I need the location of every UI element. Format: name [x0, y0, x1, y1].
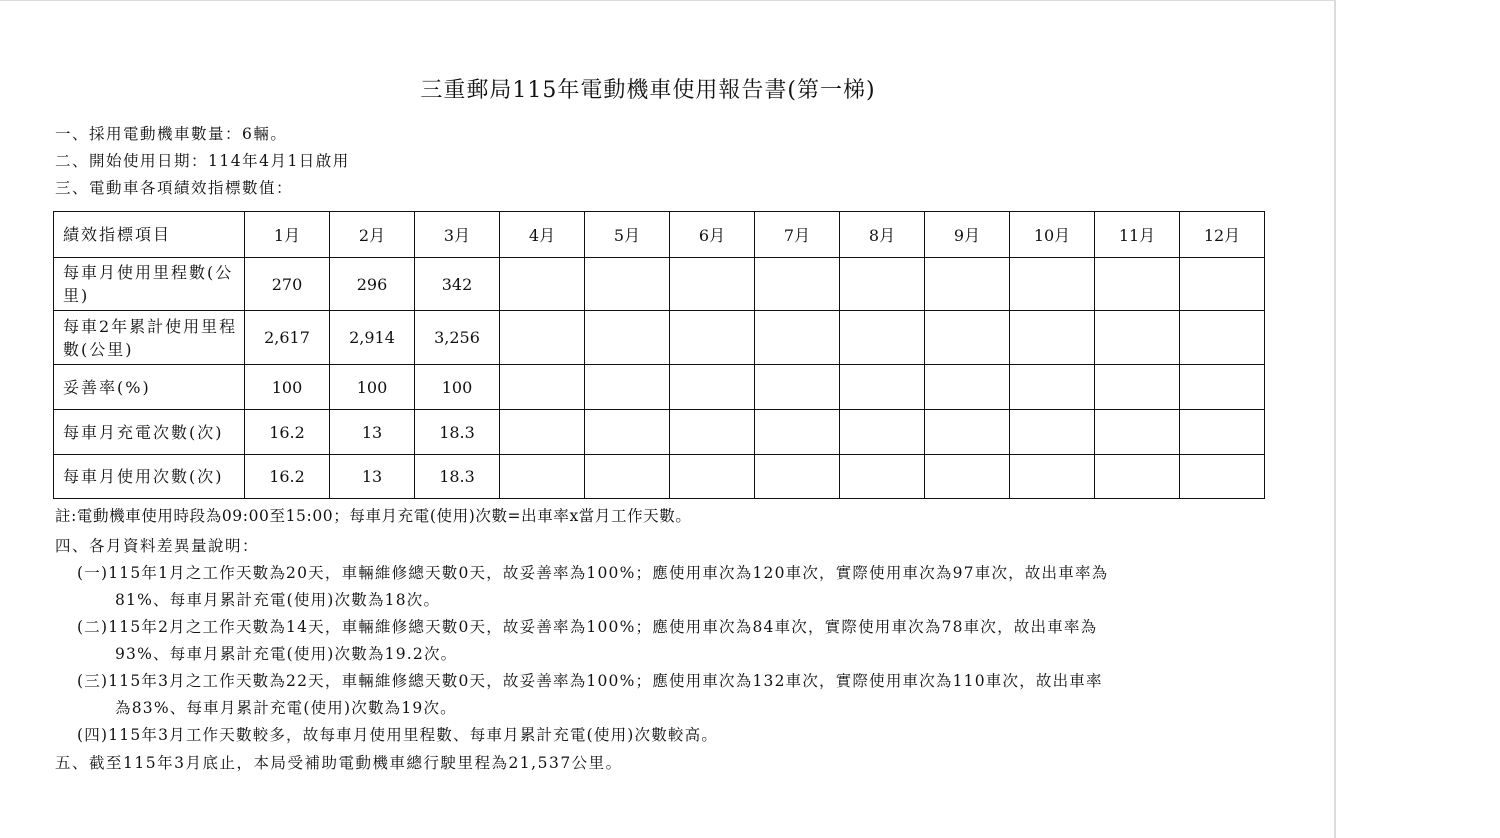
table-cell: [500, 410, 585, 455]
table-cell: 342: [415, 258, 500, 311]
explanation-line: 為83%、每車月累計充電(使用)次數為19次。: [115, 699, 457, 717]
row-label: 每車2年累計使用里程數(公里): [54, 311, 245, 365]
table-cell: [1180, 365, 1265, 410]
header-cell-month: 9月: [925, 212, 1010, 258]
table-cell: [500, 258, 585, 311]
table-cell: [670, 455, 755, 499]
row-label: 每車月使用里程數(公里): [54, 258, 245, 311]
table-cell: [1180, 258, 1265, 311]
kpi-table: [53, 211, 1265, 499]
header-cell-month: 11月: [1095, 212, 1180, 258]
table-cell: 13: [330, 455, 415, 499]
table-cell: 18.3: [415, 410, 500, 455]
table-row: [54, 410, 1265, 455]
table-cell: [1010, 258, 1095, 311]
item-start-date: 二、開始使用日期：114年4月1日啟用: [55, 152, 350, 170]
header-cell-month: 1月: [245, 212, 330, 258]
table-cell: [500, 455, 585, 499]
table-cell: 100: [245, 365, 330, 410]
table-cell: [1180, 410, 1265, 455]
explanation-line: (四)115年3月工作天數較多，故每車月使用里程數、每車月累計充電(使用)次數較高。: [77, 726, 719, 744]
header-cell-month: 6月: [670, 212, 755, 258]
table-cell: 16.2: [245, 455, 330, 499]
table-cell: [755, 258, 840, 311]
table-cell: [840, 455, 925, 499]
table-cell: [755, 311, 840, 365]
item-vehicle-count: 一、採用電動機車數量：6輛。: [55, 125, 288, 143]
header-cell-month: 8月: [840, 212, 925, 258]
document-title: 三重郵局115年電動機車使用報告書(第一梯): [420, 78, 876, 103]
table-cell: [1095, 365, 1180, 410]
explanation-line: (三)115年3月之工作天數為22天，車輛維修總天數0天，故妥善率為100%；應使用車次為132車次，實際使用車次為110車次，故出車率: [77, 672, 1103, 690]
table-cell: 16.2: [245, 410, 330, 455]
table-cell: [670, 311, 755, 365]
table-cell: 13: [330, 410, 415, 455]
table-row: [54, 311, 1265, 365]
row-label: 每車月充電次數(次): [54, 410, 245, 455]
table-cell: 296: [330, 258, 415, 311]
table-cell: [840, 258, 925, 311]
table-row: [54, 365, 1265, 410]
header-cell-month: 4月: [500, 212, 585, 258]
table-cell: [925, 365, 1010, 410]
table-row: [54, 455, 1265, 499]
header-cell-month: 3月: [415, 212, 500, 258]
table-cell: [1095, 410, 1180, 455]
table-cell: 18.3: [415, 455, 500, 499]
table-cell: [1180, 455, 1265, 499]
table-cell: [670, 258, 755, 311]
table-cell: [585, 365, 670, 410]
table-cell: [585, 258, 670, 311]
table-cell: [670, 410, 755, 455]
header-cell-month: 7月: [755, 212, 840, 258]
table-cell: 100: [415, 365, 500, 410]
table-cell: [925, 410, 1010, 455]
table-cell: [755, 365, 840, 410]
table-cell: [670, 365, 755, 410]
explanation-line: (二)115年2月之工作天數為14天，車輛維修總天數0天，故妥善率為100%；應使用車次為84車次，實際使用車次為78車次，故出車率為: [77, 618, 1098, 636]
table-note: 註:電動機車使用時段為09:00至15:00；每車月充電(使用)次數=出車率x當月工作天數。: [55, 507, 692, 525]
table-cell: [1095, 455, 1180, 499]
header-cell-month: 10月: [1010, 212, 1095, 258]
table-cell: [840, 410, 925, 455]
table-cell: [500, 365, 585, 410]
table-cell: 270: [245, 258, 330, 311]
table-cell: [1180, 311, 1265, 365]
table-row: [54, 258, 1265, 311]
table-cell: [840, 365, 925, 410]
table-cell: [1010, 311, 1095, 365]
table-cell: [585, 410, 670, 455]
table-cell: [840, 311, 925, 365]
table-cell: 100: [330, 365, 415, 410]
table-cell: [500, 311, 585, 365]
table-cell: 2,617: [245, 311, 330, 365]
table-cell: 2,914: [330, 311, 415, 365]
table-cell: [755, 455, 840, 499]
explanation-line: 93%、每車月累計充電(使用)次數為19.2次。: [115, 645, 458, 663]
table-cell: 3,256: [415, 311, 500, 365]
header-cell-month: 12月: [1180, 212, 1265, 258]
table-cell: [585, 311, 670, 365]
section-four-heading: 四、各月資料差異量說明：: [55, 537, 260, 555]
table-cell: [925, 258, 1010, 311]
table-cell: [1095, 311, 1180, 365]
explanation-line: (一)115年1月之工作天數為20天，車輛維修總天數0天，故妥善率為100%；應使用車次為120車次，實際使用車次為97車次，故出車率為: [77, 564, 1109, 582]
table-cell: [925, 311, 1010, 365]
header-cell-month: 5月: [585, 212, 670, 258]
row-label: 每車月使用次數(次): [54, 455, 245, 499]
row-label: 妥善率(%): [54, 365, 245, 410]
item-kpi-heading: 三、電動車各項績效指標數值：: [55, 179, 294, 197]
section-five-total-mileage: 五、截至115年3月底止，本局受補助電動機車總行駛里程為21,537公里。: [55, 754, 623, 772]
table-cell: [1010, 365, 1095, 410]
table-cell: [925, 455, 1010, 499]
table-cell: [1010, 455, 1095, 499]
table-cell: [755, 410, 840, 455]
header-cell-kpi: 績效指標項目: [54, 212, 245, 258]
header-cell-month: 2月: [330, 212, 415, 258]
table-header-row: [54, 212, 1265, 258]
table-cell: [1010, 410, 1095, 455]
table-cell: [585, 455, 670, 499]
table-cell: [1095, 258, 1180, 311]
explanation-line: 81%、每車月累計充電(使用)次數為18次。: [115, 591, 441, 609]
